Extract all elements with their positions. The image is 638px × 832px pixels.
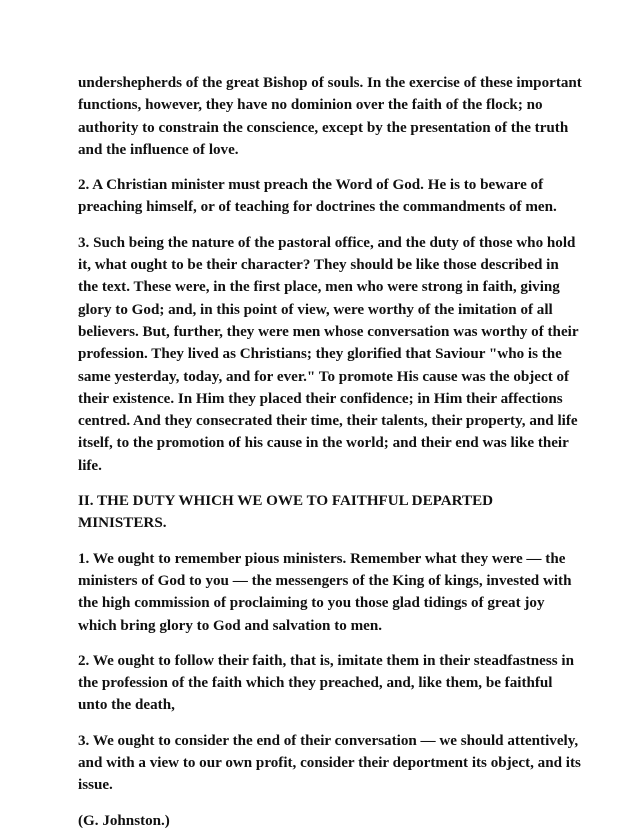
text-line: the text. These were, in the first place, men who were strong in faith, giving (78, 279, 560, 296)
attribution-line: (G. Johnston.) (78, 812, 170, 829)
section-heading-duty (78, 490, 566, 535)
text-line: which bring glory to God and salvation to men. (78, 617, 383, 634)
text-line: undershepherds of the great Bishop of souls. In the exercise of these important (78, 75, 582, 91)
text-line: the profession of the faith which they preached, and, like them, be faithful (78, 675, 553, 692)
text-line: functions, however, they have no dominion over the faith of the flock; no (78, 97, 543, 114)
text-line: and the influence of love. (78, 141, 239, 158)
text-line: ministers of God to you — the messengers of the King of kings, invested with (78, 572, 572, 589)
text-line: 3. Such being the nature of the pastoral office, and the duty of those who hold (78, 234, 576, 251)
paragraph-duty-2-follow (78, 650, 574, 717)
text-line: unto the death, (78, 697, 175, 714)
text-line: glory to God; and, in this point of view, were worthy of the imitation of all (78, 301, 553, 318)
text-line: their existence. In Him they placed their confidence; in Him their affections (78, 390, 563, 407)
text-line: 3. We ought to consider the end of their conversation — we should attentively, (78, 732, 579, 749)
text-line: life. (78, 457, 102, 474)
text-line: the high commission of proclaiming to you those glad tidings of great joy (78, 595, 545, 612)
text-line: and with a view to our own profit, consider their deportment its object, and its (78, 755, 581, 772)
text-line: 1. We ought to remember pious ministers. Remember what they were — the (78, 550, 566, 567)
text-line: 2. We ought to follow their faith, that is, imitate them in their steadfastness in (78, 652, 574, 669)
text-line: profession. They lived as Christians; they glorified that Saviour "who is the (78, 346, 562, 363)
heading-line: II. THE DUTY WHICH WE OWE TO FAITHFUL DEPARTED (78, 493, 494, 510)
paragraph-undershepherds (78, 72, 582, 161)
attribution (78, 810, 566, 832)
text-line: itself, to the promotion of his cause in the world; and their end was like their (78, 435, 569, 452)
text-line: centred. And they consecrated their time, their talents, their property, and life (78, 413, 578, 430)
text-line: issue. (78, 777, 113, 794)
text-line: authority to constrain the conscience, except by the presentation of the truth (78, 119, 569, 136)
heading-line: MINISTERS. (78, 515, 167, 532)
paragraph-point-3-character (78, 232, 579, 477)
paragraph-point-2-preach (78, 174, 566, 219)
paragraph-duty-1-remember (78, 548, 572, 637)
text-line: same yesterday, today, and for ever." To promote His cause was the object of (78, 368, 570, 385)
text-line: believers. But, further, they were men whose conversation was worthy of their (78, 323, 579, 340)
paragraph-duty-3-consider (78, 730, 581, 797)
text-line: preaching himself, or of teaching for doctrines the commandments of men. (78, 199, 557, 216)
text-line: 2. A Christian minister must preach the Word of God. He is to beware of (78, 177, 544, 194)
text-line: it, what ought to be their character? They should be like those described in (78, 257, 559, 274)
